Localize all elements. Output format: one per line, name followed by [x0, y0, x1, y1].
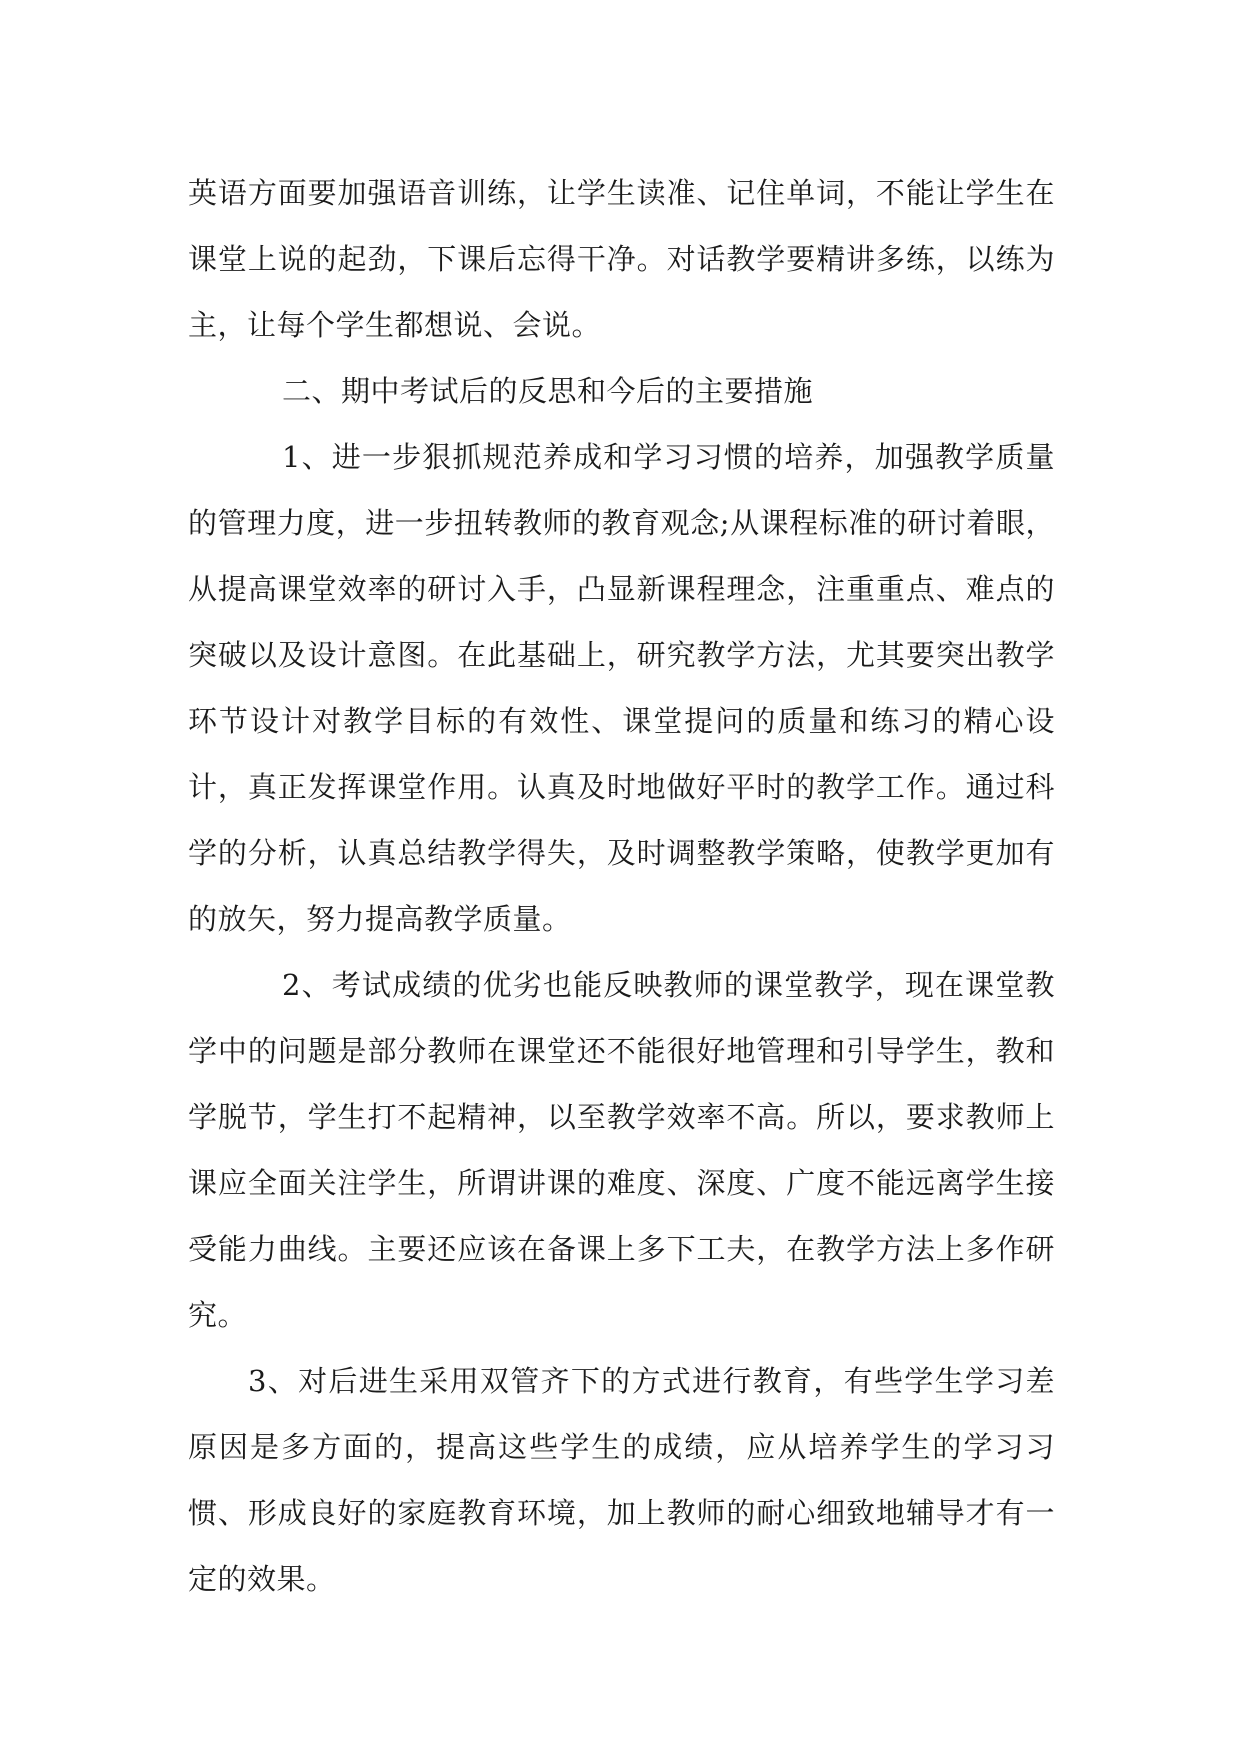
paragraph-measure-3: 3、对后进生采用双管齐下的方式进行教育，有些学生学习差原因是多方面的，提高这些学生的成绩，应从培养学生的学习习惯、形成良好的家庭教育环境，加上教师的耐心细致地辅导才有一定的效果。 [188, 1364, 1055, 1596]
section-heading: 二、期中考试后的反思和今后的主要措施 [282, 374, 814, 408]
paragraph-english-training: 英语方面要加强语音训练，让学生读准、记住单词，不能让学生在课堂上说的起劲，下课后忘得干净。对话教学要精讲多练，以练为主，让每个学生都想说、会说。 [188, 176, 1055, 342]
paragraph-measure-1: 1、进一步狠抓规范养成和学习习惯的培养，加强教学质量的管理力度，进一步扭转教师的教育观念;从课程标准的研讨着眼，从提高课堂效率的研讨入手，凸显新课程理念，注重重点、难点的突破以及设计意图。在此基础上，研究教学方法，尤其要突出教学环节设计对教学目标的有效性、课堂提问的质量和练习的精心设计，真正发挥课堂作用。认真及时地做好平时的教学工作。通过科学的分析，认真总结教学得失，及时调整教学策略，使教学更加有的放矢，努力提高教学质量。 [188, 440, 1055, 936]
paragraph-measure-2: 2、考试成绩的优劣也能反映教师的课堂教学，现在课堂教学中的问题是部分教师在课堂还不能很好地管理和引导学生，教和学脱节，学生打不起精神，以至教学效率不高。所以，要求教师上课应全面关注学生，所谓讲课的难度、深度、广度不能远离学生接受能力曲线。主要还应该在备课上多下工夫，在教学方法上多作研究。 [188, 968, 1055, 1332]
